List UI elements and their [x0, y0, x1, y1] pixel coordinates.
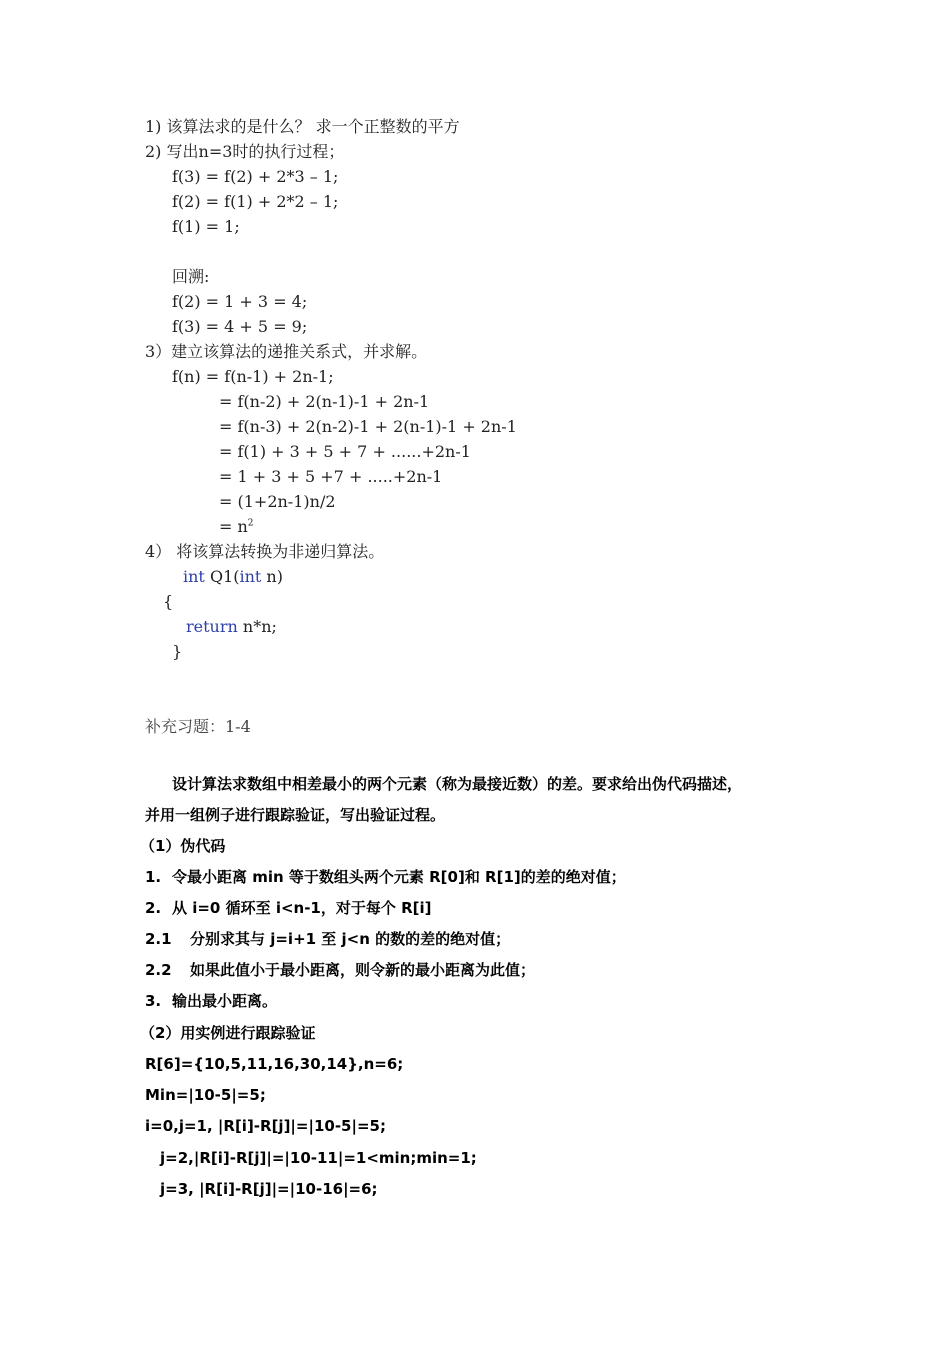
code-open-brace: {	[163, 592, 174, 611]
supplement-title: 补充习题：1-4	[145, 717, 251, 736]
step-text: 从 i=0 循环至 i<n-1，对于每个 R[i]	[172, 899, 432, 917]
keyword-int: int	[239, 567, 262, 586]
question-4: 4） 将该算法转换为非递归算法。	[145, 542, 385, 561]
backtrack-label: 回溯:	[172, 267, 210, 286]
trace-line: Min=|10-5|=5;	[145, 1086, 266, 1104]
trace-heading: （2）用实例进行跟踪验证	[140, 1024, 316, 1042]
step-text: 输出最小距离。	[172, 992, 278, 1010]
execution-line: f(3) = f(2) + 2*3 – 1;	[172, 167, 339, 186]
code-close-brace: }	[172, 642, 183, 661]
step-number: 3.	[145, 992, 162, 1010]
step-text: 分别求其与 j=i+1 至 j<n 的数的差的绝对值；	[190, 930, 511, 948]
step-number: 2.2	[145, 961, 172, 979]
recurrence-line: = f(n-2) + 2(n-1)-1 + 2n-1	[219, 392, 430, 411]
problem-intro-cont: 并用一组例子进行跟踪验证，写出验证过程。	[145, 806, 446, 824]
result-exponent: 2	[247, 518, 254, 529]
backtrack-line: f(3) = 4 + 5 = 9;	[172, 317, 308, 336]
pseudo-heading: （1）伪代码	[140, 837, 226, 855]
question-1: 1) 该算法求的是什么？ 求一个正整数的平方	[145, 117, 460, 136]
recurrence-line: = f(1) + 3 + 5 + 7 + ......+2n-1	[219, 442, 471, 461]
step-number: 2.	[145, 899, 162, 917]
problem-intro: 设计算法求数组中相差最小的两个元素（称为最接近数）的差。要求给出伪代码描述，	[172, 775, 743, 793]
question-3: 3）建立该算法的递推关系式，并求解。	[145, 342, 428, 361]
code-return	[186, 617, 277, 637]
function-name: Q1(	[204, 567, 240, 586]
keyword-int: int	[183, 567, 205, 586]
return-expression: n*n;	[237, 617, 277, 636]
keyword-return: return	[186, 617, 238, 636]
step-number: 1.	[145, 868, 162, 886]
step-text: 令最小距离 min 等于数组头两个元素 R[0]和 R[1]的差的绝对值；	[172, 868, 626, 886]
param-name: n)	[261, 567, 283, 586]
backtrack-line: f(2) = 1 + 3 = 4;	[172, 292, 308, 311]
recurrence-line: f(n) = f(n-1) + 2n-1;	[172, 367, 334, 386]
recurrence-line: = 1 + 3 + 5 +7 + .....+2n-1	[219, 467, 443, 486]
trace-line: i=0,j=1, |R[i]-R[j]|=|10-5|=5;	[145, 1117, 386, 1135]
question-2: 2) 写出n=3时的执行过程；	[145, 142, 345, 161]
trace-line: j=2,|R[i]-R[j]|=|10-11|=1<min;min=1;	[160, 1149, 477, 1167]
step-number: 2.1	[145, 930, 172, 948]
recurrence-line: = f(n-3) + 2(n-2)-1 + 2(n-1)-1 + 2n-1	[219, 417, 517, 436]
trace-line: j=3, |R[i]-R[j]|=|10-16|=6;	[160, 1180, 378, 1198]
trace-line: R[6]={10,5,11,16,30,14},n=6;	[145, 1055, 404, 1073]
step-text: 如果此值小于最小距离，则令新的最小距离为此值；	[190, 961, 536, 979]
code-signature	[183, 567, 283, 587]
result-base: = n	[219, 517, 248, 536]
execution-line: f(1) = 1;	[172, 217, 240, 236]
execution-line: f(2) = f(1) + 2*2 – 1;	[172, 192, 339, 211]
recurrence-line: = (1+2n-1)n/2	[219, 492, 336, 511]
recurrence-result	[219, 517, 254, 537]
